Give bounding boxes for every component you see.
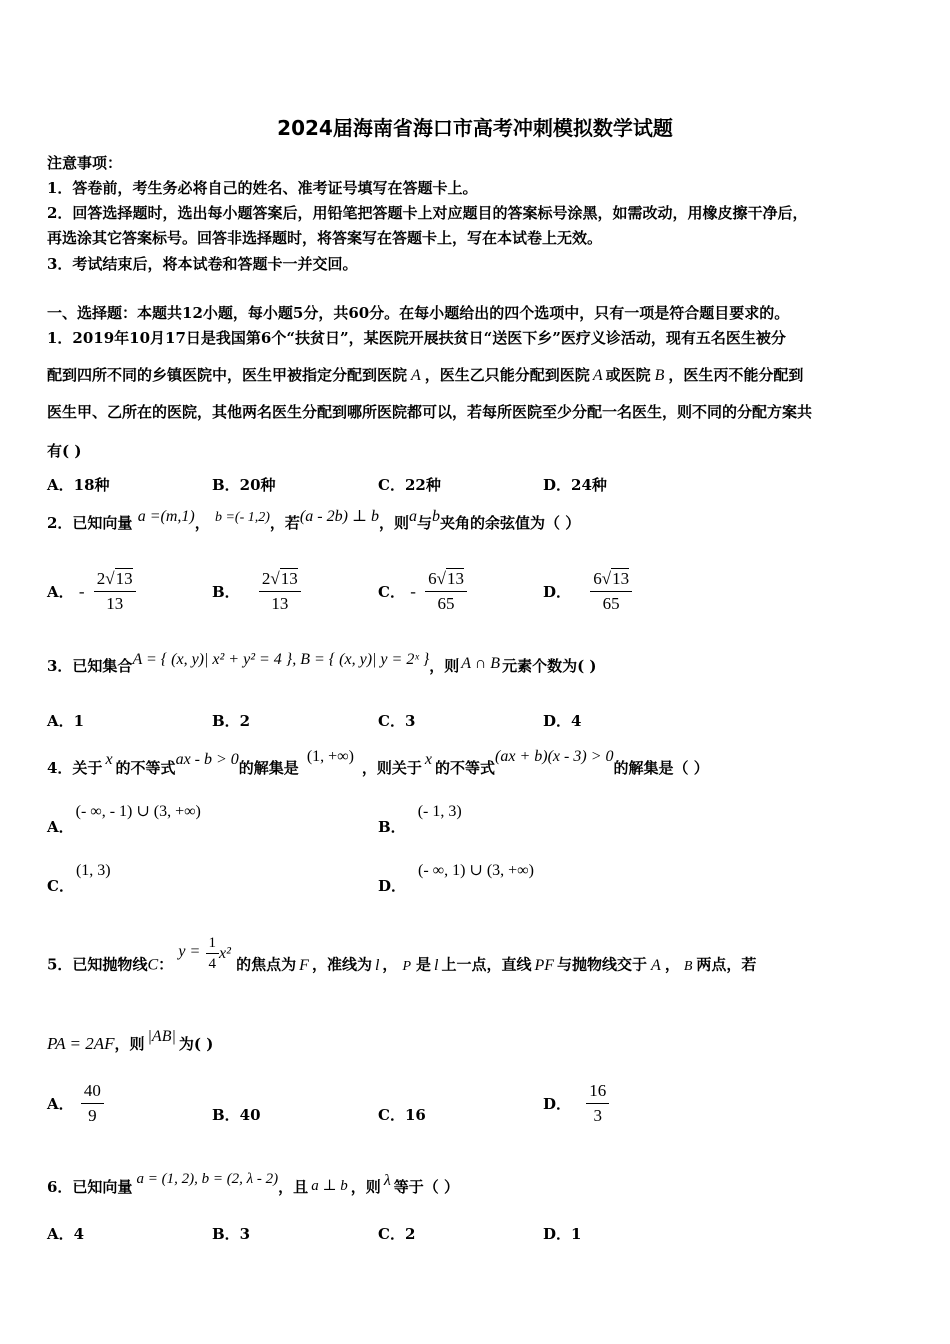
q2-sym-a: a <box>408 508 417 525</box>
q3-option-c: C．3 <box>378 712 416 730</box>
q2-text: ，则 <box>378 514 409 532</box>
q5-point-p: P <box>402 958 411 974</box>
q6-lambda: λ <box>383 1172 391 1189</box>
q5-text: ， <box>664 955 680 974</box>
q5-text: ， <box>382 955 398 974</box>
notice-heading: 注意事项： <box>47 154 123 172</box>
q4-stem <box>47 748 709 778</box>
q1-hospital-b: B <box>654 367 665 384</box>
q4-option-value: (- ∞, 1) ∪ (3, +∞) <box>418 862 534 879</box>
q4-text: 的不等式 <box>435 759 496 777</box>
q6-text: ，且 <box>278 1178 309 1196</box>
q2-text: ，若 <box>269 514 300 532</box>
q2-option-label: B． <box>212 583 240 601</box>
q5-option-c: C．16 <box>378 1106 426 1124</box>
minus-sign: - <box>410 581 416 601</box>
q2-stem <box>47 508 581 533</box>
q4-inequality-2: (ax + b)(x - 3) > 0 <box>495 748 614 765</box>
notice-item-3: 3．考试结束后，将本试卷和答题卡一并交回。 <box>47 255 358 273</box>
q1-text: ，医生乙只能分配到医院 <box>424 366 590 384</box>
q6-text: ，则 <box>350 1178 381 1196</box>
q4-option-label: A． <box>47 818 74 836</box>
q3-option-a: A．1 <box>47 712 85 730</box>
sqrt-icon: √ <box>436 569 446 588</box>
q1-option-d: D．24种 <box>543 476 607 494</box>
q4-option-a <box>47 803 201 837</box>
q1-hospital-a: A <box>411 367 421 384</box>
q1-text: ，医生丙不能分配到 <box>668 366 804 384</box>
q2-text: ， <box>194 514 210 532</box>
q1-line-1: 1．2019年10月17日是我国第6个“扶贫日”，某医院开展扶贫日“送医下乡”医疗义诊活动，现有五名医生被分 <box>47 329 786 347</box>
fraction: $\frac{40}{9}$ <box>81 1080 104 1127</box>
q4-solution-1: (1, +∞) <box>306 748 354 765</box>
q5-point-a: A <box>651 956 661 974</box>
q5-text: 与抛物线交于 <box>557 955 648 974</box>
q4-text: 4．关于 <box>47 759 103 777</box>
q2-option-label: D． <box>543 583 572 601</box>
q3-text: 元素个数为( ) <box>502 657 597 675</box>
q1-line-3: 医生甲、乙所在的医院，其他两名医生分配到哪所医院都可以，若每所医院至少分配一名医生，则不同的分配方案共 <box>47 403 813 421</box>
minus-sign: - <box>78 581 85 601</box>
q3-set-b: , B = { (x, y)| y = 2ˣ } <box>292 651 430 668</box>
q4-option-label: C． <box>47 877 74 895</box>
q1-line-4: 有( ) <box>47 442 82 460</box>
sqrt-icon: √ <box>601 569 612 588</box>
q5-text: ，则 <box>114 1035 145 1053</box>
q5-line-l: l <box>434 956 439 974</box>
q4-option-label: D． <box>378 877 407 895</box>
q2-vector-a: a =(m,1) <box>137 508 195 525</box>
q1-option-a: A．18种 <box>47 476 110 494</box>
q5-focus: F <box>299 956 309 974</box>
q4-text: 的解集是（ ） <box>613 759 709 777</box>
q5-option-label: A． <box>47 1095 74 1113</box>
fraction: $\frac{6√13}{65}$ <box>590 568 632 615</box>
q6-vectors: a = (1, 2), b = (2, λ - 2) <box>136 1171 279 1187</box>
q4-text: 的不等式 <box>115 759 176 777</box>
page-title: 2024届海南省海口市高考冲刺模拟数学试题 <box>277 116 673 140</box>
fraction: $\frac{2√13}{13}$ <box>259 568 301 615</box>
q3-intersection: A ∩ B <box>461 655 501 672</box>
q4-text: 的解集是 <box>238 759 299 777</box>
q5-stem-line-1 <box>47 935 757 985</box>
q5-text: ，准线为 <box>311 955 372 974</box>
sqrt-icon: √ <box>270 569 280 588</box>
q5-chord-length: |AB| <box>147 1028 176 1045</box>
q2-option-label: A． <box>47 583 74 601</box>
q2-vector-b: b =(- 1,2) <box>214 510 270 525</box>
fraction: $\frac{2√13}{13}$ <box>94 568 136 615</box>
q1-hospital-a: A <box>592 367 603 384</box>
q4-option-value: (- ∞, - 1) ∪ (3, +∞) <box>75 803 201 820</box>
q3-text: ，则 <box>429 657 460 675</box>
notice-item-2-cont: 再选涂其它答案标号。回答非选择题时，将答案写在答题卡上，写在本试卷上无效。 <box>47 229 603 247</box>
notice-item-1: 1．答卷前，考生务必将自己的姓名、准考证号填写在答题卡上。 <box>47 179 478 197</box>
q4-x: x <box>424 751 433 768</box>
q5-point-b: B <box>683 958 693 974</box>
q5-option-d <box>543 1080 609 1127</box>
q6-text: 等于（ ） <box>393 1178 459 1196</box>
q2-option-label: C． <box>378 583 405 601</box>
q3-option-b: B．2 <box>212 712 251 730</box>
q4-x: x <box>105 751 113 768</box>
q5-option-a <box>47 1080 104 1127</box>
q5-text: 是 <box>416 955 432 974</box>
q1-option-c: C．22种 <box>378 476 441 494</box>
q6-option-a: A．4 <box>47 1225 85 1243</box>
q2-option-b <box>212 568 301 615</box>
q5-condition: PA = 2AF <box>47 1034 115 1053</box>
q5-line-l: l <box>374 956 380 974</box>
q4-option-value: (- 1, 3) <box>417 803 462 820</box>
q2-sym-b: b <box>431 508 440 525</box>
q6-option-b: B．3 <box>212 1225 251 1243</box>
q6-condition: a ⊥ b <box>311 1178 348 1194</box>
q1-option-b: B．20种 <box>212 476 276 494</box>
q5-text: ： <box>158 955 174 974</box>
q3-option-d: D．4 <box>543 712 582 730</box>
q1-text: 或医院 <box>605 366 651 384</box>
q5-coefficient: $\frac{1}{4}$ <box>206 934 220 973</box>
q5-x-squared: x² <box>219 944 231 962</box>
q6-option-d: D．1 <box>543 1225 582 1243</box>
q2-text: 与 <box>416 514 432 532</box>
q5-y-eq: y = <box>178 942 201 960</box>
q5-text: 上一点，直线 <box>441 955 532 974</box>
q1-text: 配到四所不同的乡镇医院中，医生甲被指定分配到医院 <box>47 366 408 384</box>
q1-line-2 <box>47 364 803 385</box>
q5-text: 的焦点为 <box>236 955 297 974</box>
q4-option-d <box>378 862 534 896</box>
notice-item-2: 2．回答选择题时，选出每小题答案后，用铅笔把答题卡上对应题目的答案标号涂黑，如需改动，用橡皮擦干净后， <box>47 204 808 222</box>
q3-stem <box>47 651 597 676</box>
q4-option-label: B． <box>378 818 406 836</box>
q3-set-a: A = { (x, y)| x² + y² = 4 } <box>132 651 293 668</box>
q4-option-b <box>378 803 462 837</box>
q2-option-d <box>543 568 632 615</box>
q5-text: 为( ) <box>178 1035 214 1053</box>
q5-line-pf: PF <box>534 956 555 974</box>
q4-text: ，则关于 <box>361 759 422 777</box>
q5-text: 两点，若 <box>696 955 757 974</box>
q2-condition: (a - 2b) ⊥ b <box>299 508 379 525</box>
q4-option-c <box>47 862 111 896</box>
q2-text: 2．已知向量 <box>47 514 133 532</box>
q5-option-label: D． <box>543 1095 572 1113</box>
q2-text: 夹角的余弦值为（ ） <box>439 514 581 532</box>
q3-text: 3．已知集合 <box>47 657 133 675</box>
fraction: $\frac{16}{3}$ <box>586 1080 609 1127</box>
fraction: $\frac{6√13}{65}$ <box>425 568 467 615</box>
q6-option-c: C．2 <box>378 1225 416 1243</box>
q2-option-a <box>47 568 136 615</box>
q6-text: 6．已知向量 <box>47 1178 133 1196</box>
q4-option-value: (1, 3) <box>75 862 111 879</box>
q5-text: 5．已知抛物线 <box>47 955 148 974</box>
q4-inequality-1: ax - b > 0 <box>175 751 239 768</box>
q2-option-c <box>378 568 467 615</box>
sqrt-icon: √ <box>105 569 115 588</box>
section-heading: 一、选择题：本题共12小题，每小题5分，共60分。在每小题给出的四个选项中，只有一项是符合题目要求的。 <box>47 304 790 322</box>
q6-stem <box>47 1171 459 1197</box>
q5-parabola-c: C <box>147 956 159 974</box>
q5-stem-line-2 <box>47 1028 214 1054</box>
q5-option-b: B．40 <box>212 1106 261 1124</box>
